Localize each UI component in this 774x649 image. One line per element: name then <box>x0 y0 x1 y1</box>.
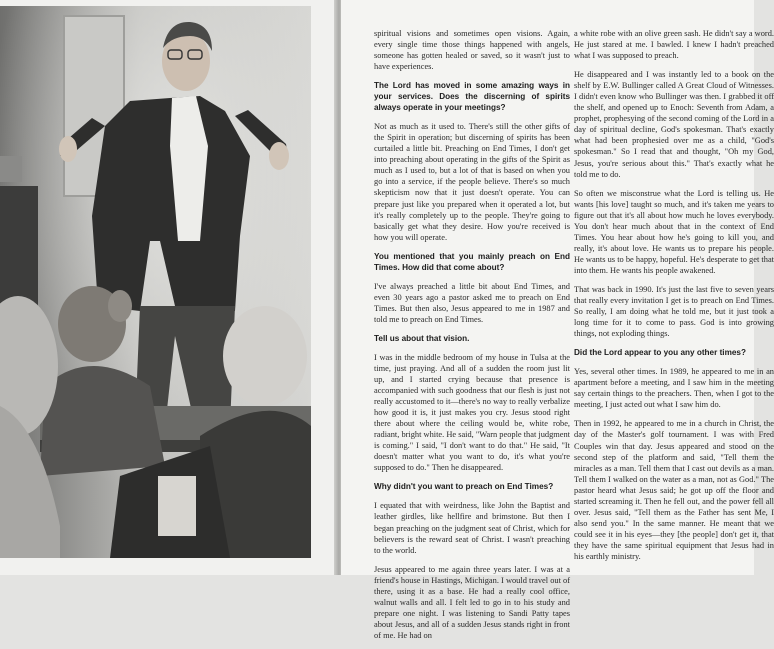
body-paragraph: So often we misconstrue what the Lord is telling us. He wants [his love] taught so much, and it's taken me years to figure out that it's all about how much he loves everybody. You don't hear much about that in the context of End Times. You hear about how he's going to kill you, and really, it's about love. He wants us to prepare his people. He wants us to be happy, hopeful. He's desperate to get that into them. He wants his people awakened. <box>574 188 774 275</box>
body-paragraph: spiritual visions and sometimes open visions. Again, every single time those things happened with angels, someone has gotten healed or saved, so it wasn't just to have experiences. <box>374 29 570 72</box>
body-paragraph: That was back in 1990. It's just the last five to seven years that really every invitation I get is to preach on End Times. So really, I am doing what he told me, but it just took a long time for it to come to pass. God is into growing things, not exploding things. <box>574 284 774 339</box>
body-paragraph: He disappeared and I was instantly led to a book on the shelf by E.W. Bullinger called A Great Cloud of Witnesses. I didn't even know who Bullinger was then. I grabbed it off the shelf, and opened up to Enoch: Seventh from Adam, a prophet, prophesying of the second coming of the Lord in a day of spiritual decline, God's spokesman. That's exactly what had been prophesied over me as a child, "God's spokesman." So I read that and thought, "Oh my God, Jesus, you're serious about this." That's exactly what he told me to do. <box>574 70 774 179</box>
body-paragraph: I equated that with weirdness, like John the Baptist and leather girdles, like hellfire and brimstone. But then I began preaching on the judgment seat of Christ, which for believers is the reward seat of Christ. I wasn't preaching to the world. <box>374 501 570 555</box>
body-paragraph: Not as much as it used to. There's still the other gifts of the Spirit in operation; but discerning of spirits has been curtailed a little bit. Preaching on End Times, I don't get into preaching about operating in the gifts of the Spirit as much as I used to, but a lot of that is based on when you go into a service, if the people believe. There's so much skepticism now that it just doesn't operate. You can prepare just like you prepared when it operated a lot, but it's really completely up to the people. They're going to basically get what they desire. How you're received is how you will operate. <box>374 122 570 242</box>
interview-question: You mentioned that you mainly preach on End Times. How did that come about? <box>374 251 570 272</box>
speaker-photo <box>0 6 311 558</box>
interview-question: Did the Lord appear to you any other times? <box>574 348 746 358</box>
body-paragraph: a white robe with an olive green sash. He didn't say a word. He just stared at me. I bawled. I knew I hadn't preached what I was supposed to preach. <box>574 29 774 61</box>
body-paragraph: I've always preached a little bit about End Times, and even 30 years ago a pastor asked me to preach on End Times. But then also, Jesus appeared to me in 1987 and told me to preach on End Times. <box>374 281 570 324</box>
interview-question: The Lord has moved in some amazing ways in your services. Does the discerning of spirits always operate in your meetings? <box>374 81 570 113</box>
body-paragraph: Yes, several other times. In 1989, he appeared to me in an apartment before a meeting, and I saw him in the meeting say certain things to the preachers. Then, when I got to the meeting, I just acted out what I saw him do. <box>574 367 774 410</box>
article-column-1 <box>374 0 570 649</box>
interview-question: Why didn't you want to preach on End Times? <box>374 482 554 492</box>
speaker-photo-image <box>0 6 311 558</box>
body-paragraph: I was in the middle bedroom of my house in Tulsa at the time, just praying. And all of a sudden the room just lit up, and I started crying because that presence is accompanied with such goodness that our flesh is just not really accustomed to it—there's no way to really verbalize how good it is, it just makes you cry. Jesus stood right there about where the ceiling would be, white robe, radiant, bright white. He said, "Warn people that judgment is coming." I said, "I don't want to do that." He said, "It doesn't matter what you want to do, it's what you're supposed to do." Then he disappeared. <box>374 352 571 473</box>
left-page <box>0 0 338 575</box>
body-paragraph: Jesus appeared to me again three years later. I was at a friend's house in Hastings, Michigan. I would travel out of there, using it as a base. He had a really cool office, walnut walls and all. I felt led to go in to his study and prepare one night. I was listening to Sandi Patty tapes about Jesus, and all of a sudden Jesus stands right in front of me. He had on <box>374 564 570 640</box>
interview-question: Tell us about that vision. <box>374 333 470 343</box>
right-page <box>341 0 774 640</box>
article-column-2 <box>574 0 774 570</box>
body-paragraph: Then in 1992, he appeared to me in a church in Christ, the day of the Master's golf tournament. I was with Fred Couples win that day. Jesus appeared and stood on the second step of the platform and said, "Tell them the miracles as a man. Tell them that I cast out devils as a man. Tell them I walked on the water as a man, not as God." The pastor heard what Jesus said; he got up off the floor and started screaming it. Then he fell out, and the power fell all over. Jesus said, "Tell them as the Father has sent Me, I also send you." In the same manner. He meant that we could see it in his eyes—they [the people] don't get it, that they have the same spiritual equipment that Jesus had in his earthly ministry. <box>574 419 774 561</box>
